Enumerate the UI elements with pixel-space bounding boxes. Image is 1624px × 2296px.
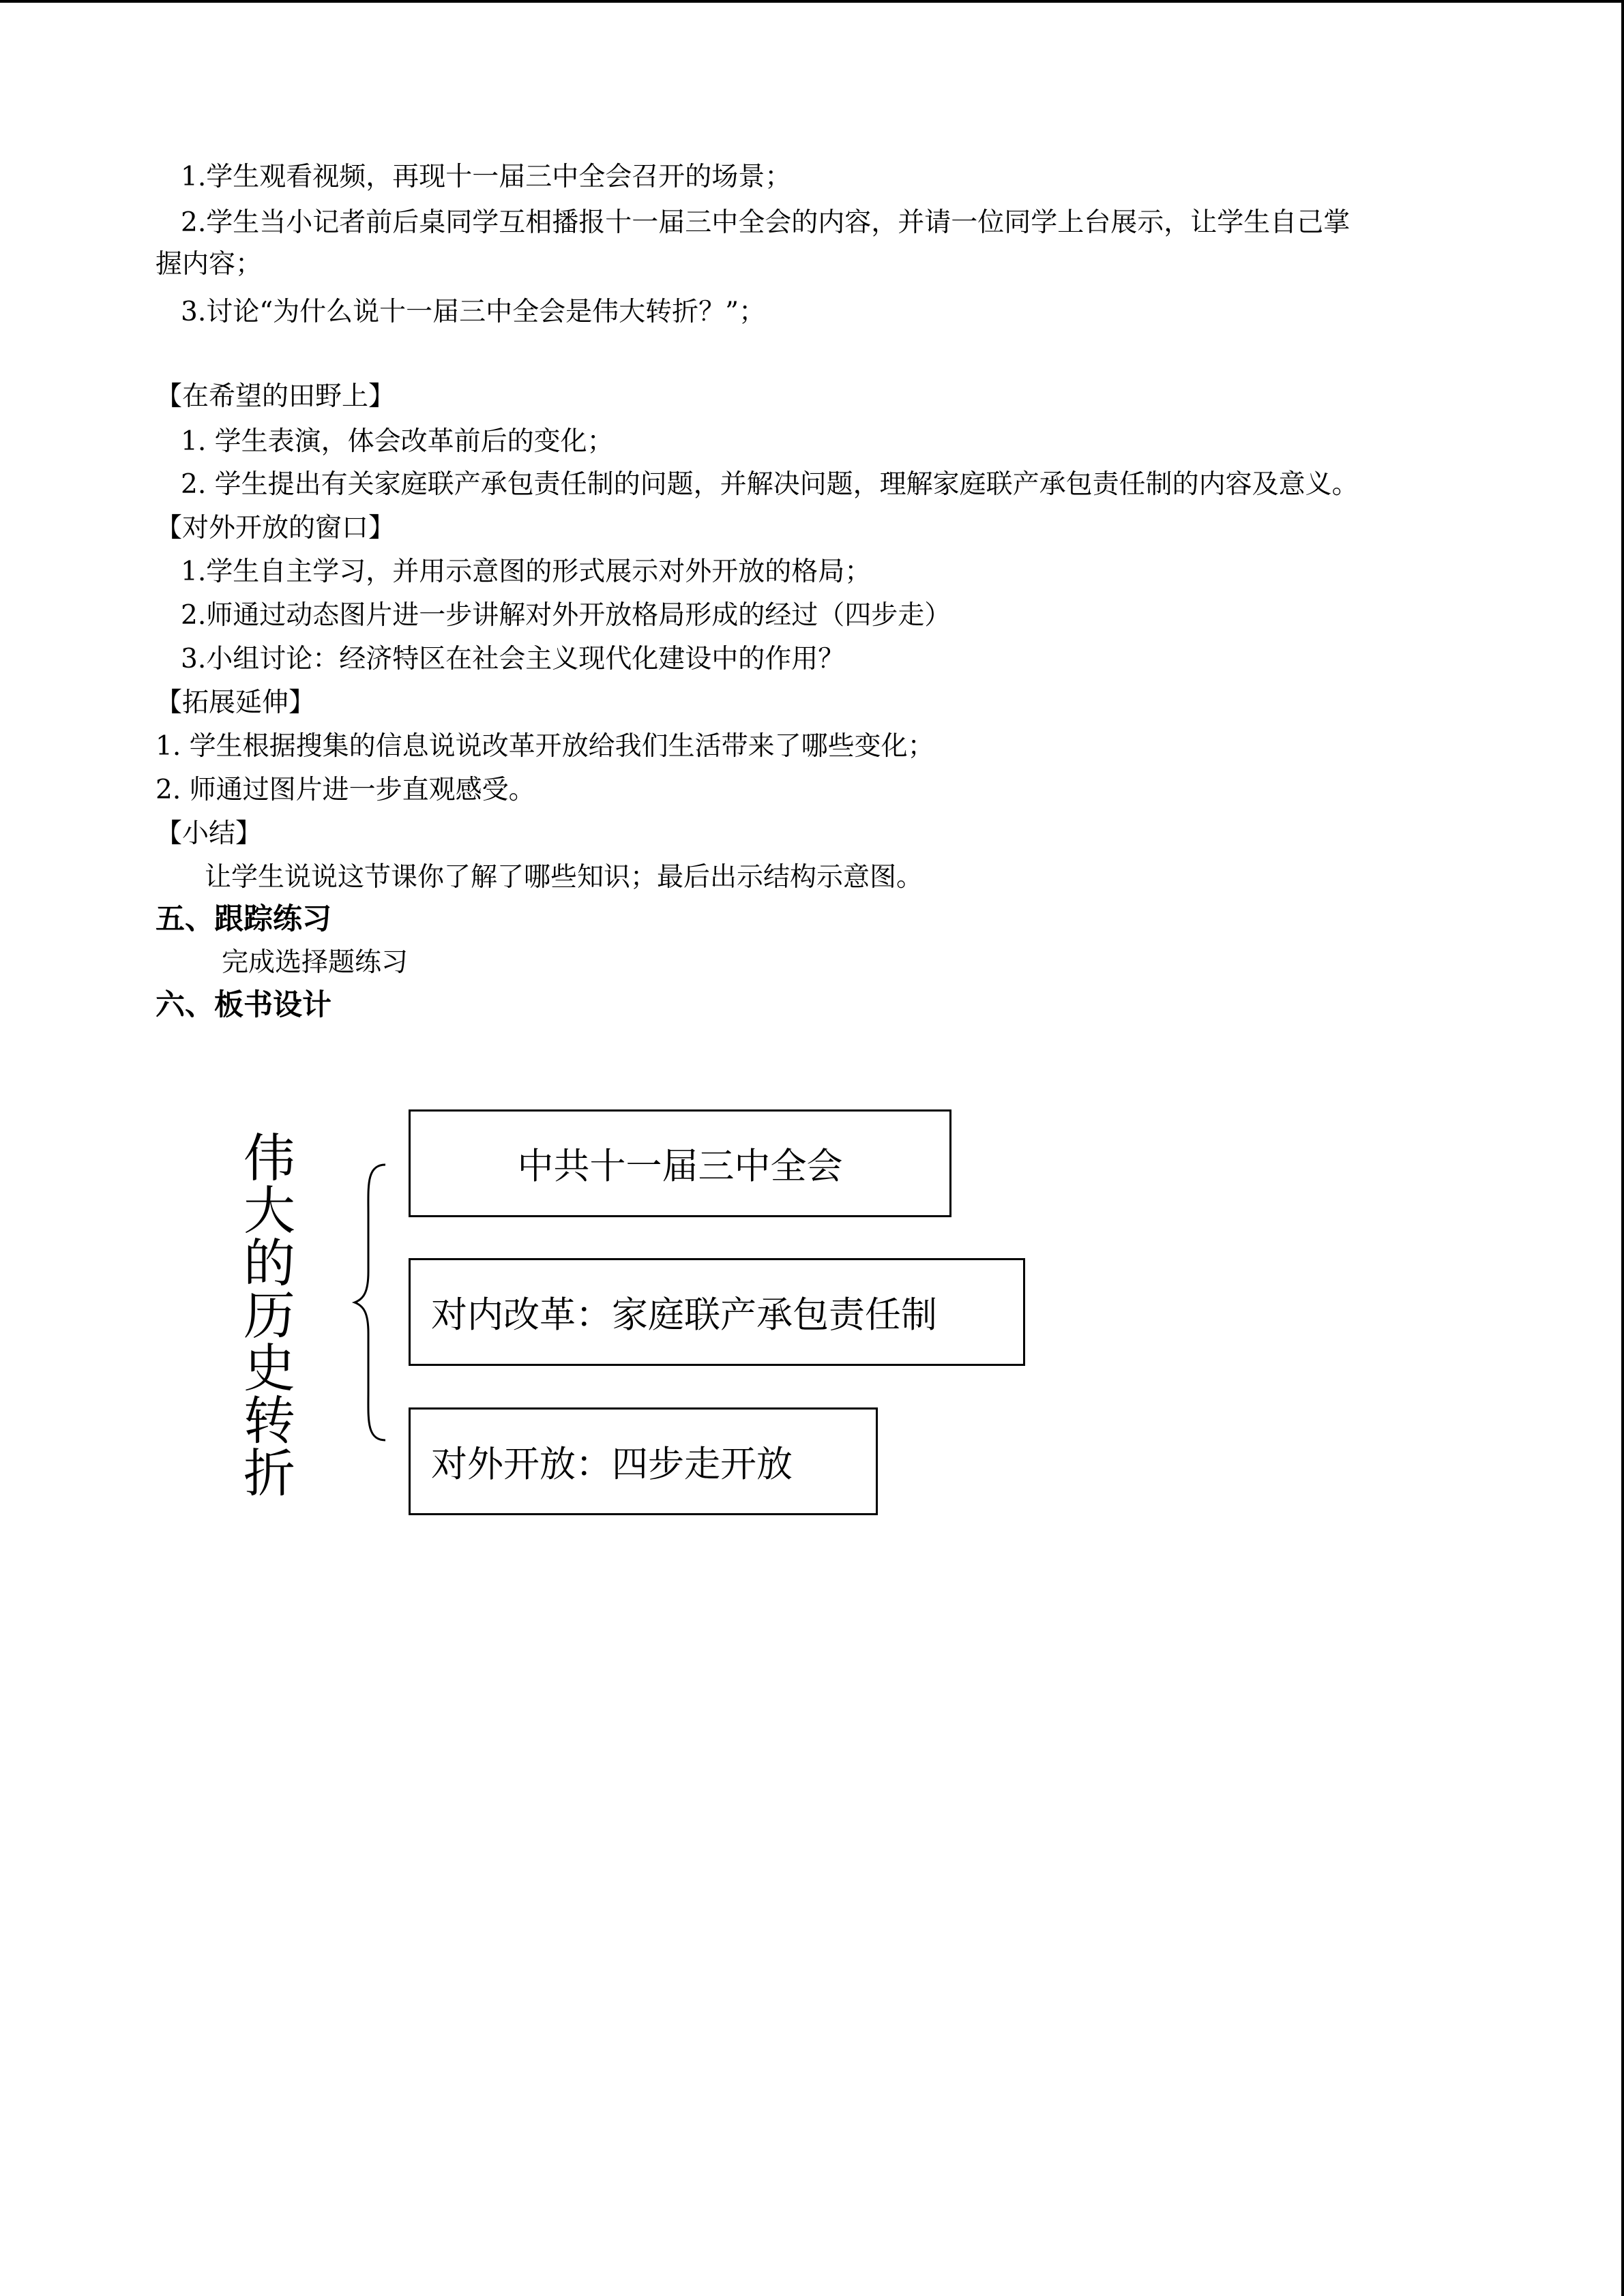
section-open-item-2: 2.师通过动态图片进一步讲解对外开放格局形成的经过（四步走） (181, 600, 951, 631)
section-open-item-1: 1.学生自主学习，并用示意图的形式展示对外开放的格局； (181, 556, 872, 587)
page-right-border (1621, 0, 1624, 2296)
board-box-opening-text: 对外开放：四步走开放 (431, 1444, 793, 1485)
intro-step-1: 1.学生观看视频，再现十一届三中全会召开的场景； (181, 162, 792, 192)
section-field-title: 【在希望的田野上】 (156, 381, 396, 412)
intro-step-3: 3.讨论“为什么说十一届三中全会是伟大转折？”； (181, 297, 766, 327)
tracking-practice-text: 完成选择题练习 (222, 947, 409, 978)
intro-step-2-continued: 握内容； (156, 249, 263, 280)
heading-board-design: 六、板书设计 (156, 988, 331, 1022)
board-box-opening (409, 1407, 878, 1515)
board-vertical-title: 伟大的历史转折 (243, 1128, 295, 1504)
board-box-reform (409, 1258, 1025, 1366)
section-open-item-3: 3.小组讨论：经济特区在社会主义现代化建设中的作用？ (181, 644, 845, 674)
board-box-plenum-text: 中共十一届三中全会 (517, 1146, 843, 1187)
page-top-border (0, 0, 1624, 3)
section-summary-title: 【小结】 (156, 818, 263, 849)
section-extend-item-1: 1. 学生根据搜集的信息说说改革开放给我们生活带来了哪些变化； (156, 731, 934, 762)
section-open-title: 【对外开放的窗口】 (156, 513, 396, 543)
section-extend-title: 【拓展延伸】 (156, 687, 316, 718)
section-extend-item-2: 2. 师通过图片进一步直观感受。 (156, 775, 535, 805)
curly-brace (351, 1159, 392, 1446)
section-field-item-1: 1. 学生表演，体会改革前后的变化； (181, 426, 614, 457)
section-field-item-2: 2. 学生提出有关家庭联产承包责任制的问题，并解决问题，理解家庭联产承包责任制的内容及意义。 (181, 469, 1359, 500)
intro-step-2: 2.学生当小记者前后桌同学互相播报十一届三中全会的内容，并请一位同学上台展示，让学生自己掌 (181, 207, 1350, 238)
board-box-plenum (409, 1109, 951, 1217)
section-summary-text: 让学生说说这节课你了解了哪些知识；最后出示结构示意图。 (205, 862, 924, 893)
board-box-reform-text: 对内改革：家庭联产承包责任制 (431, 1294, 937, 1336)
heading-tracking-practice: 五、跟踪练习 (156, 902, 331, 936)
